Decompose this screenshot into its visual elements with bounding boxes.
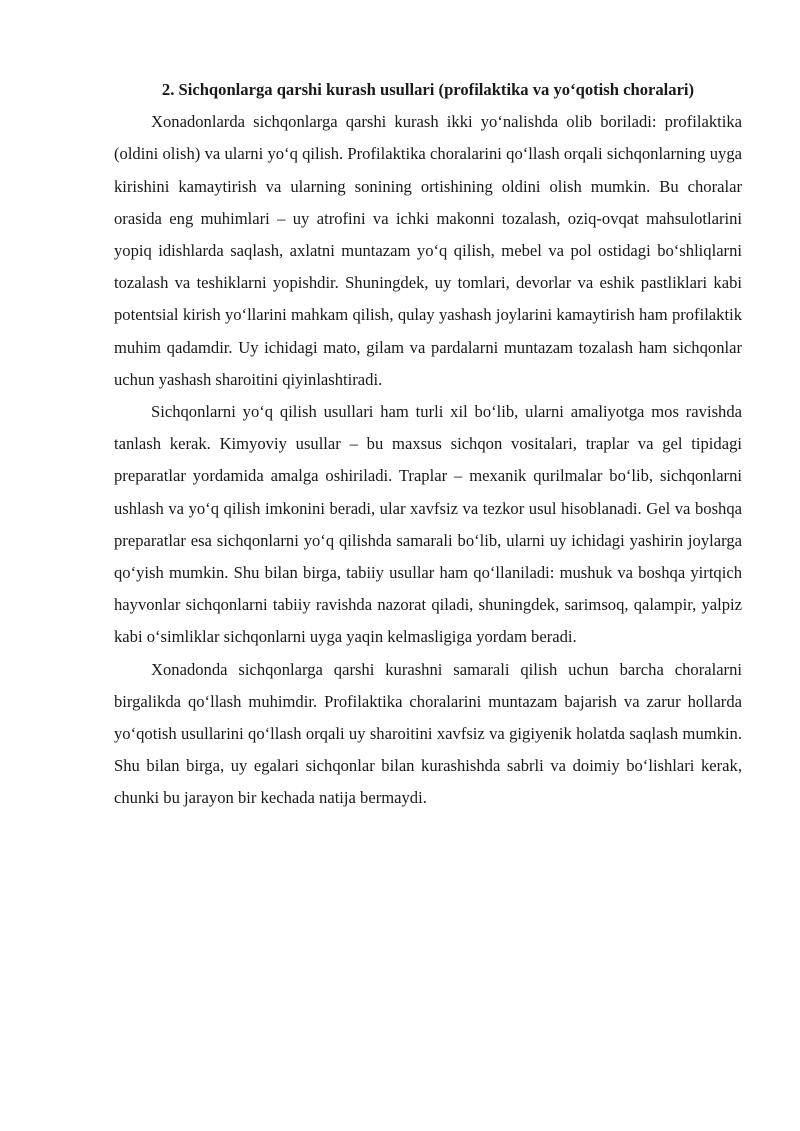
document-page xyxy=(114,74,742,815)
paragraph-conclusion: Xonadonda sichqonlarga qarshi kurashni samarali qilish uchun barcha choralarni birgalikda qo‘llash muhimdir. Profilaktika choralarini muntazam bajarish va zarur hollarda yo‘qotish usullarini qo‘llash orqali uy sharoitini xavfsiz va gigiyenik holatda saqlash mumkin. Shu bilan birga, uy egalari sichqonlar bilan kurashishda sabrli va doimiy bo‘lishlari kerak, chunki bu jarayon bir kechada natija bermaydi. xyxy=(114,659,742,808)
paragraph-elimination-methods: Sichqonlarni yo‘q qilish usullari ham turli xil bo‘lib, ularni amaliyotga mos ravishda tanlash kerak. Kimyoviy usullar – bu maxsus sichqon vositalari, traplar va gel tipidagi preparatlar yordamida amalga oshiriladi. Traplar – mexanik qurilmalar bo‘lib, sichqonlarni ushlash va yo‘q qilish imkonini beradi, ular xavfsiz va tezkor usul hisoblanadi. Gel va boshqa preparatlar esa sichqonlarni yo‘q qilishda samarali bo‘lib, ularni uy ichidagi yashirin joylarga qo‘yish mumkin. Shu bilan birga, tabiiy usullar ham qo‘llaniladi: mushuk va boshqa yirtqich hayvonlar sichqonlarni tabiiy ravishda nazorat qiladi, shuningdek, sarimsoq, qalampir, yalpiz kabi o‘simliklar sichqonlarni uyga yaqin kelmasligiga yordam beradi. xyxy=(114,402,742,647)
section-title: 2. Sichqonlarga qarshi kurash usullari (profilaktika va yo‘qotish choralari) xyxy=(161,80,695,99)
paragraph-prevention: Xonadonlarda sichqonlarga qarshi kurash ikki yo‘nalishda olib boriladi: profilaktika (oldini olish) va ularni yo‘q qilish. Profilaktika choralarini qo‘llash orqali sichqonlarning uyga kirishini kamaytirish va ularning sonining ortishining oldini olish mumkin. Bu choralar orasida eng muhimlari – uy atrofini va ichki makonni tozalash, oziq-ovqat mahsulotlarini yopiq idishlarda saqlash, axlatni muntazam yo‘q qilish, mebel va pol ostidagi bo‘shliqlarni tozalash va teshiklarni yopishdir. Shuningdek, uy tomlari, devorlar va eshik pastliklari kabi potentsial kirish yo‘llarini mahkam qilish, qulay yashash joylarini kamaytirish ham profilaktik muhim qadamdir. Uy ichidagi mato, gilam va pardalarni muntazam tozalash ham sichqonlar uchun yashash sharoitini qiyinlashtiradi. xyxy=(114,112,742,389)
